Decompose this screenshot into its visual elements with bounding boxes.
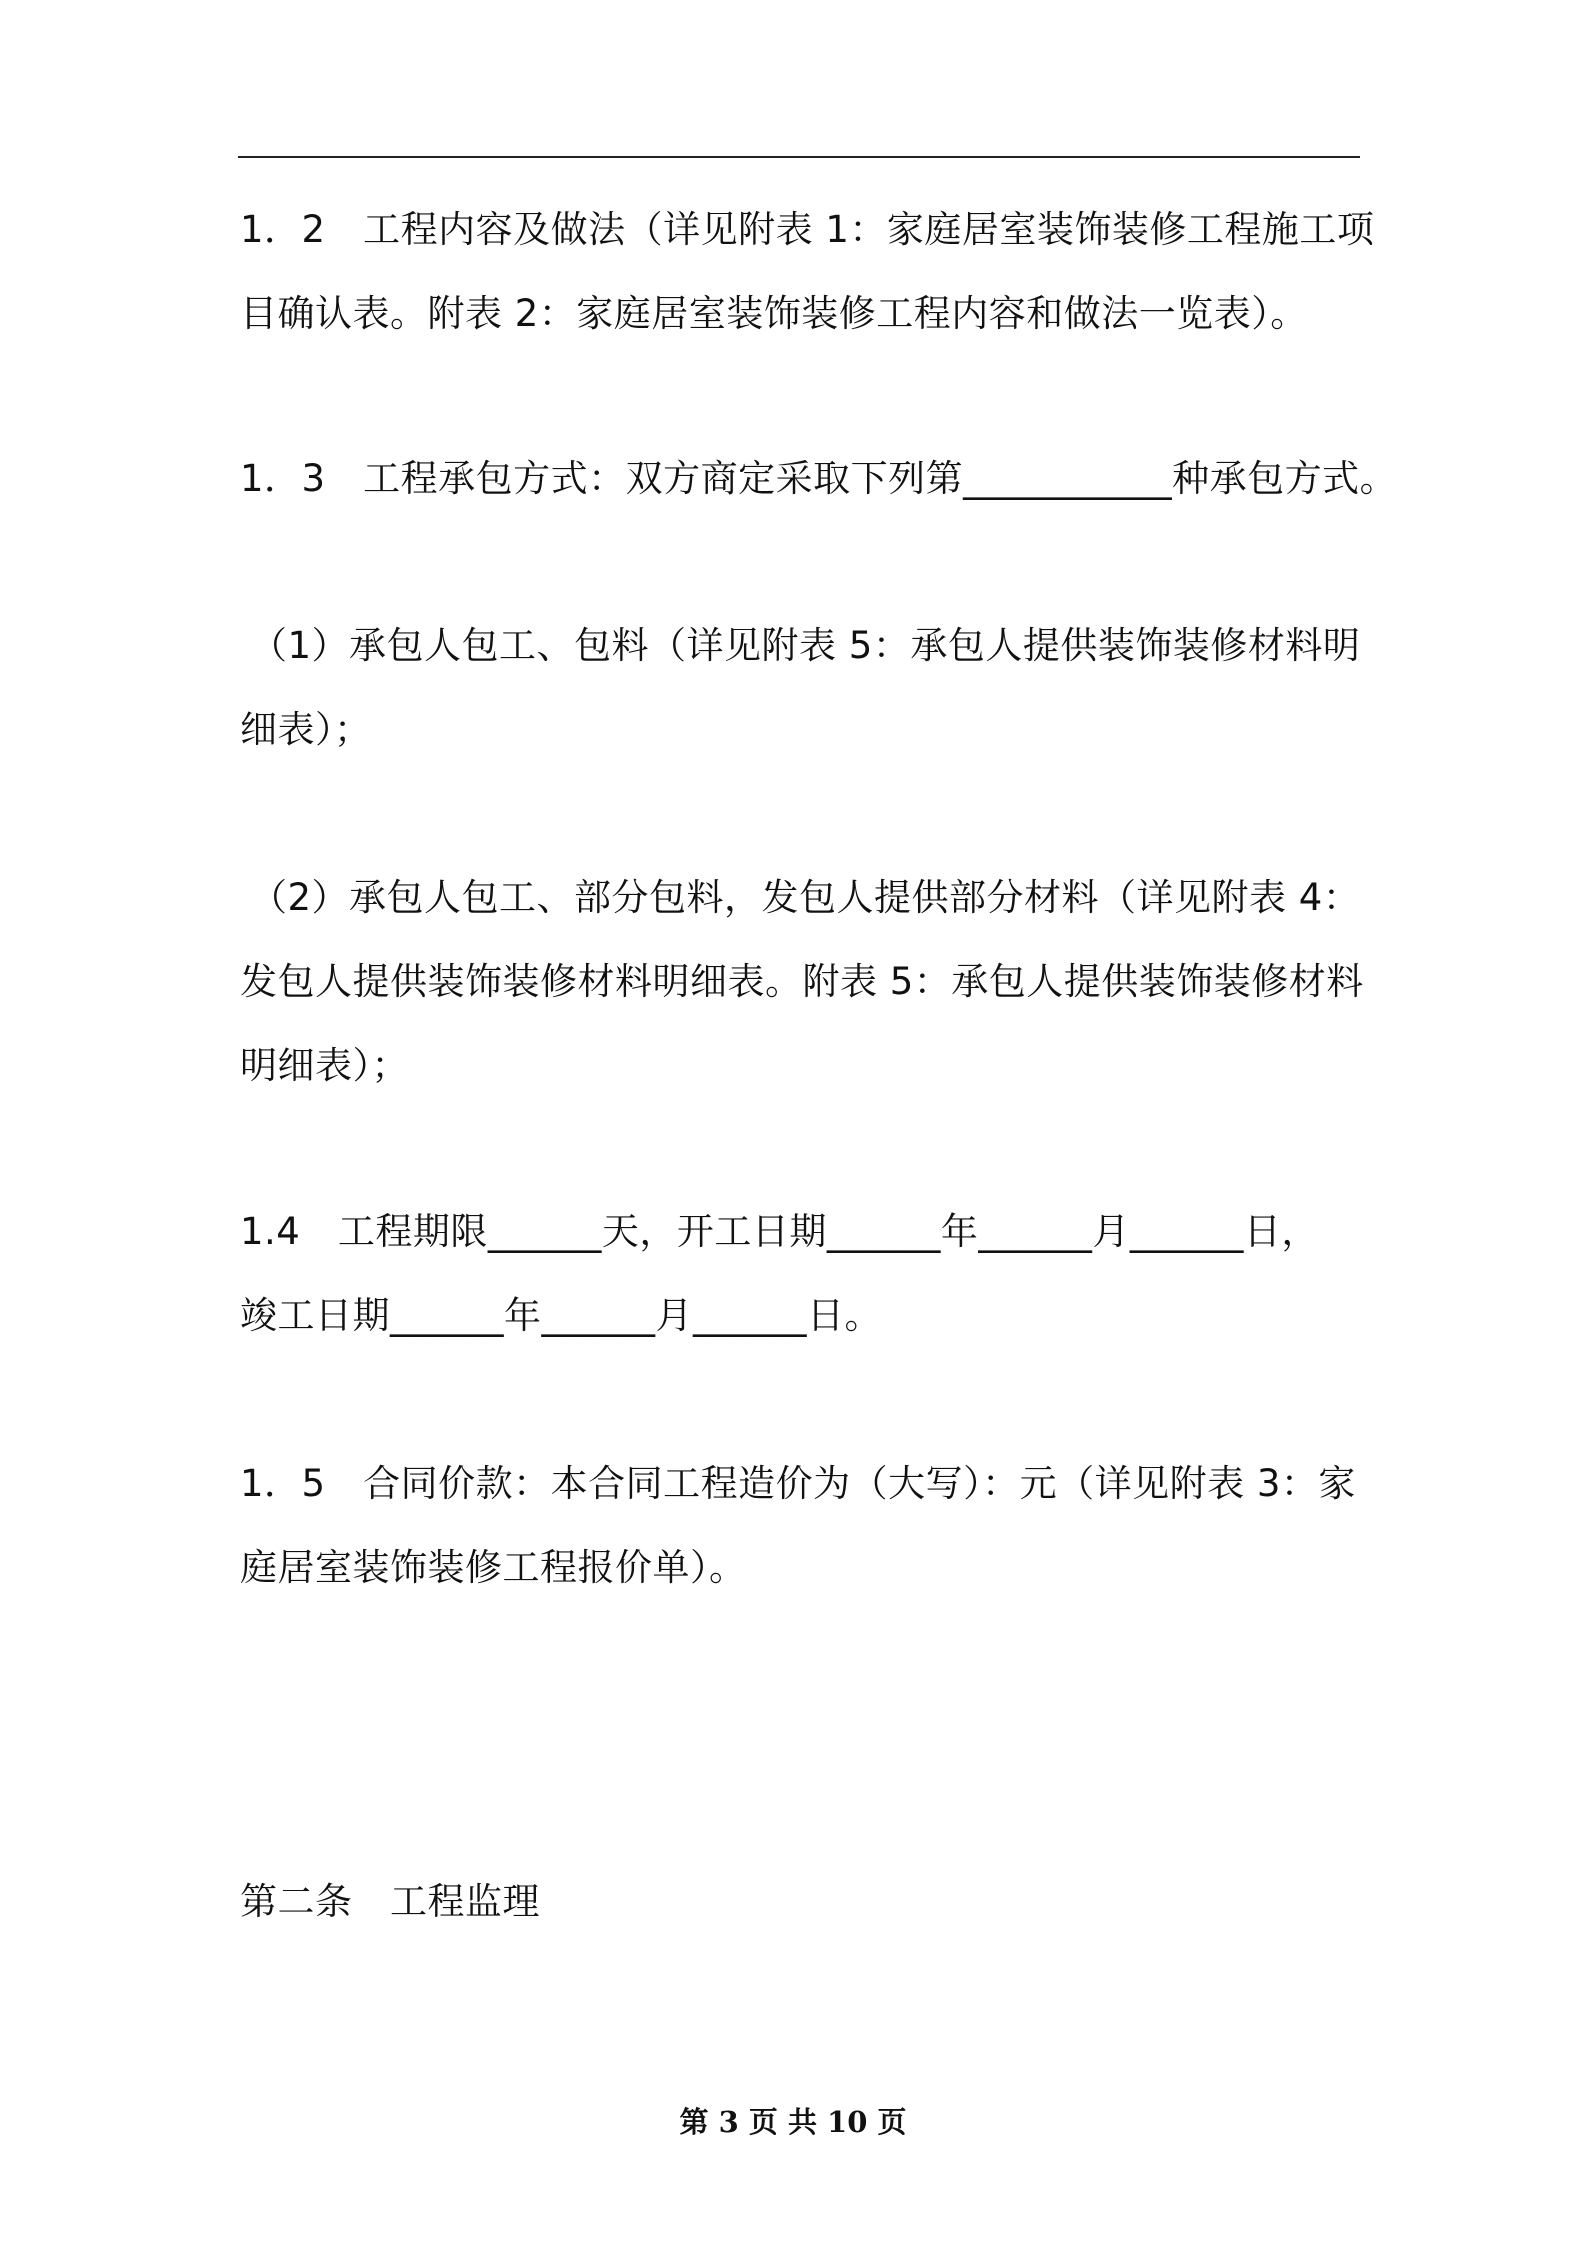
- clause-1-5-line-2: 庭居室装饰装修工程报价单）。: [240, 1546, 747, 1589]
- clause-1-2: [240, 188, 1375, 356]
- option-2-line-1: （2）承包人包工、部分包料，发包人提供部分材料（详见附表 4：: [250, 876, 1361, 919]
- clause-1-3: [240, 437, 1398, 521]
- option-2-line-2: 发包人提供装饰装修材料明细表。附表 5：承包人提供装饰装修材料: [240, 960, 1364, 1003]
- clause-1-5: [240, 1442, 1362, 1610]
- page-number: 第 3 页 共 10 页: [679, 2105, 907, 2139]
- clause-1-3-option-1: [240, 604, 1372, 772]
- article-2-title: 第二条 工程监理: [240, 1880, 540, 1923]
- option-2-line-3: 明细表）；: [240, 1044, 409, 1087]
- clause-1-4-line-1: 1.4 工程期限______天，开工日期______年______月______日，: [240, 1210, 1319, 1253]
- option-1-line-2: 细表）；: [240, 708, 372, 751]
- clause-1-3-line-1: 1．3 工程承包方式：双方商定采取下列第___________种承包方式。: [240, 457, 1398, 500]
- option-1-line-1: （1）承包人包工、包料（详见附表 5：承包人提供装饰装修材料明: [250, 624, 1361, 667]
- header-rule: [238, 156, 1360, 158]
- page-footer: [0, 2100, 1586, 2141]
- clause-1-2-line-1: 1．2 工程内容及做法（详见附表 1：家庭居室装饰装修工程施工项: [240, 208, 1375, 251]
- clause-1-3-option-2: [240, 856, 1372, 1108]
- clause-1-4: [240, 1190, 1362, 1358]
- clause-1-4-line-2: 竣工日期______年______月______日。: [240, 1294, 882, 1337]
- clause-1-5-line-1: 1．5 合同价款：本合同工程造价为（大写）：元（详见附表 3：家: [240, 1462, 1356, 1505]
- clause-1-2-line-2: 目确认表。附表 2：家庭居室装饰装修工程内容和做法一览表）。: [240, 292, 1308, 335]
- article-2-heading: [240, 1860, 1362, 1944]
